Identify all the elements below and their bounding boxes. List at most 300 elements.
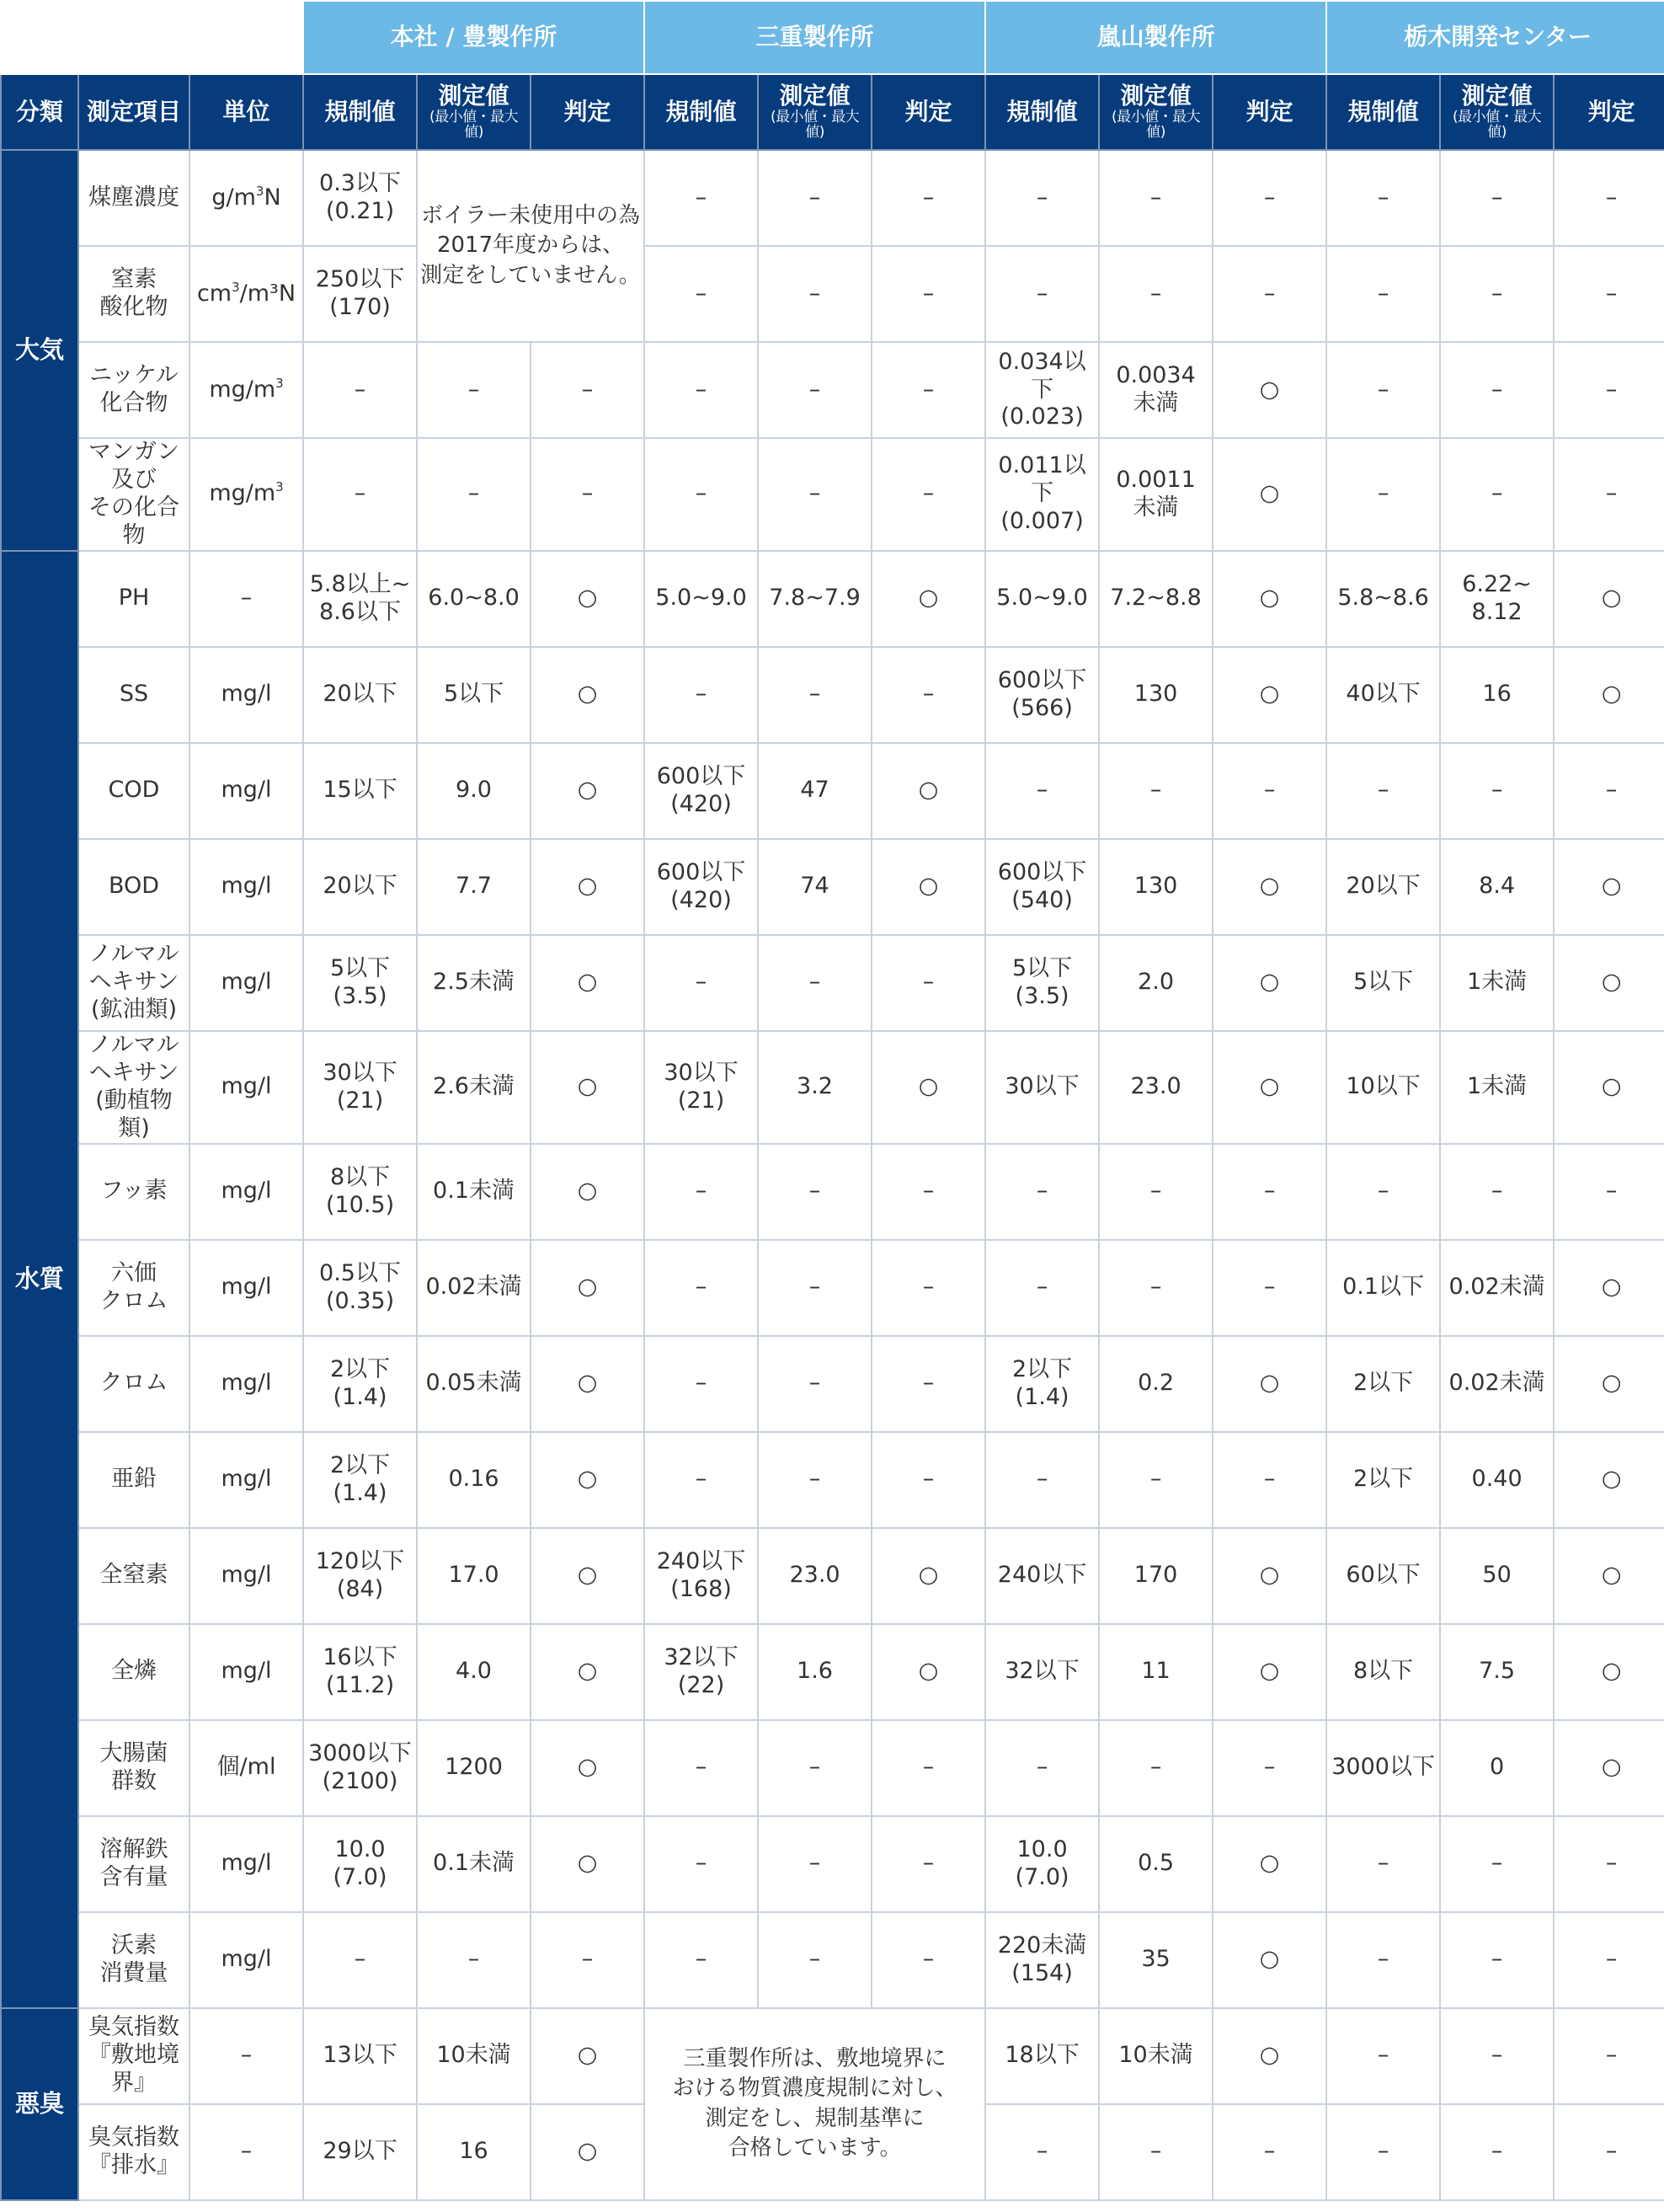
table-row [1,1432,1664,1528]
judgement-value: ○ [1554,1031,1664,1144]
measured-value: – [758,438,872,551]
measured-value: – [1099,1240,1213,1336]
measured-value: – [1440,150,1554,246]
category-odor: 悪臭 [1,2008,78,2200]
measured-label: 測定値 [1461,81,1533,110]
regulation-value: – [1326,342,1440,438]
judgement-value: ○ [872,1031,985,1144]
regulation-value: – [1326,150,1440,246]
regulation-value: 30以下 [985,1031,1099,1144]
measured-value: – [1099,1720,1213,1816]
regulation-value: – [985,246,1099,342]
measured-value: 0.5 [1099,1816,1213,1912]
unit-cell: mg/l [189,1528,303,1624]
judgement-value: – [872,150,985,246]
regulation-value: – [644,1240,758,1336]
regulation-value: 3000以下 (2100) [303,1720,417,1816]
table-row [1,1240,1664,1336]
measured-value: 1未満 [1440,1031,1554,1144]
regulation-value: 10.0 (7.0) [985,1816,1099,1912]
judgement-value: – [1554,743,1664,839]
measured-sublabel: (最小値・最大値) [1111,108,1201,142]
col-header-unit: 単位 [189,74,303,150]
measured-value: 16 [417,2104,531,2200]
table-row [1,1336,1664,1432]
measured-value: – [758,342,872,438]
col-header-measured [417,74,531,150]
measured-value: – [758,1336,872,1432]
measured-value: 2.0 [1099,935,1213,1031]
judgement-value: – [872,1144,985,1240]
judgement-value: – [1554,342,1664,438]
judgement-value: ○ [1554,1720,1664,1816]
site-header-row [1,1,1664,74]
measured-value: 0.0034 未満 [1099,342,1213,438]
regulation-value: 5.0~9.0 [985,551,1099,647]
judgement-value: – [1213,743,1326,839]
regulation-value: – [985,150,1099,246]
regulation-value: 29以下 [303,2104,417,2200]
regulation-value: – [644,1144,758,1240]
measured-value: 50 [1440,1528,1554,1624]
regulation-value: 2以下 [1326,1432,1440,1528]
site-header-honsha: 本社 / 豊製作所 [303,1,644,74]
judgement-value: – [1554,1816,1664,1912]
regulation-value: – [303,438,417,551]
regulation-value: 600以下 (420) [644,743,758,839]
measured-value: – [1099,2104,1213,2200]
col-header-category: 分類 [1,74,78,150]
measured-label: 測定値 [779,81,851,110]
judgement-value: – [1554,150,1664,246]
measured-value: 8.4 [1440,839,1554,935]
unit-cell: mg/l [189,743,303,839]
item-name: マンガン 及び その化合物 [78,438,189,551]
judgement-value: ○ [531,2104,644,2200]
column-header-row [1,74,1664,150]
measured-value: – [1099,246,1213,342]
regulation-value: 2以下 (1.4) [303,1336,417,1432]
judgement-value: ○ [1213,1528,1326,1624]
measured-value: – [758,1912,872,2008]
judgement-value: ○ [531,2008,644,2104]
unit-cell: – [189,551,303,647]
table-row [1,150,1664,246]
judgement-value: ○ [1213,1336,1326,1432]
judgement-value: ○ [1213,1624,1326,1720]
regulation-value: 240以下 (168) [644,1528,758,1624]
regulation-value: 5以下 (3.5) [985,935,1099,1031]
item-name: BOD [78,839,189,935]
item-name: 全燐 [78,1624,189,1720]
table-row [1,839,1664,935]
unit-cell: – [189,2104,303,2200]
measured-value: 3.2 [758,1031,872,1144]
measured-value: 5以下 [417,647,531,743]
judgement-value: ○ [1554,1336,1664,1432]
unit-cell: mg/l [189,1816,303,1912]
measured-value: – [758,647,872,743]
measured-sublabel: (最小値・最大値) [429,108,519,142]
judgement-value: ○ [1213,2008,1326,2104]
judgement-value: ○ [1554,1624,1664,1720]
measured-value: 35 [1099,1912,1213,2008]
measured-value: – [1440,1912,1554,2008]
measured-value: 0.05未満 [417,1336,531,1432]
regulation-value: 0.5以下 (0.35) [303,1240,417,1336]
regulation-value: – [644,1816,758,1912]
table-row [1,743,1664,839]
judgement-value: – [1554,246,1664,342]
judgement-value: ○ [1213,551,1326,647]
measured-value: – [1440,743,1554,839]
regulation-value: 0.011以下 (0.007) [985,438,1099,551]
judgement-value: ○ [1213,1031,1326,1144]
regulation-value: 5.8以上~ 8.6以下 [303,551,417,647]
regulation-value: – [1326,1144,1440,1240]
unit-cell: mg/l [189,839,303,935]
item-name: 大腸菌 群数 [78,1720,189,1816]
table-row [1,438,1664,551]
measured-value: 10未満 [1099,2008,1213,2104]
judgement-value: ○ [531,1432,644,1528]
measured-value: – [758,150,872,246]
measured-value: 7.7 [417,839,531,935]
unit-cell: mg/l [189,1624,303,1720]
table-row [1,551,1664,647]
judgement-value: ○ [1554,1528,1664,1624]
measured-sublabel: (最小値・最大値) [770,108,860,142]
regulation-value: 0.034以下 (0.023) [985,342,1099,438]
item-name: ノルマル ヘキサン (鉱油類) [78,935,189,1031]
judgement-value: – [872,342,985,438]
measured-value: – [1099,1144,1213,1240]
col-header-regulation: 規制値 [303,74,417,150]
judgement-value: – [872,1912,985,2008]
judgement-value: – [872,1336,985,1432]
measured-value: 2.6未満 [417,1031,531,1144]
judgement-value: – [872,438,985,551]
judgement-value: ○ [1213,342,1326,438]
col-header-regulation: 規制値 [644,74,758,150]
measured-value: – [1440,438,1554,551]
regulation-value: – [303,1912,417,2008]
item-name: 亜鉛 [78,1432,189,1528]
measured-value: 0.1未満 [417,1144,531,1240]
judgement-value: ○ [1554,935,1664,1031]
judgement-value: – [1213,1240,1326,1336]
regulation-value: – [644,1336,758,1432]
table-row [1,1912,1664,2008]
regulation-value: – [644,150,758,246]
col-header-measured [1440,74,1554,150]
regulation-value: 15以下 [303,743,417,839]
regulation-value: – [985,2104,1099,2200]
regulation-value: – [303,342,417,438]
judgement-value: ○ [872,743,985,839]
measured-value: 0.16 [417,1432,531,1528]
regulation-value: – [644,438,758,551]
measured-value: – [758,1144,872,1240]
judgement-value: ○ [531,1816,644,1912]
unit-cell: mg/l [189,1912,303,2008]
measured-value: – [758,935,872,1031]
measured-value: – [758,246,872,342]
judgement-value: – [872,647,985,743]
table-row [1,1720,1664,1816]
judgement-value: – [1213,1432,1326,1528]
measured-value: – [417,438,531,551]
judgement-value: – [1554,2104,1664,2200]
regulation-value: – [1326,1816,1440,1912]
measured-value: – [1099,743,1213,839]
table-row [1,1031,1664,1144]
regulation-value: 5以下 [1326,935,1440,1031]
item-name: 窒素 酸化物 [78,246,189,342]
col-header-judgement: 判定 [1554,74,1664,150]
regulation-value: 5以下 (3.5) [303,935,417,1031]
item-name: 六価 クロム [78,1240,189,1336]
regulation-value: 32以下 (22) [644,1624,758,1720]
site-header-tochigi: 栃木開発センター [1326,1,1664,74]
judgement-value: ○ [1554,839,1664,935]
measured-label: 測定値 [1120,81,1192,110]
measured-value: 7.8~7.9 [758,551,872,647]
judgement-value: ○ [1554,1240,1664,1336]
judgement-value: – [1554,438,1664,551]
measured-value: 0 [1440,1720,1554,1816]
unit-cell: mg/l [189,1336,303,1432]
judgement-value: ○ [531,1624,644,1720]
judgement-value: – [1213,1720,1326,1816]
regulation-value: 32以下 [985,1624,1099,1720]
regulation-value: – [1326,2104,1440,2200]
regulation-value: 0.1以下 [1326,1240,1440,1336]
item-name: 臭気指数 『排水』 [78,2104,189,2200]
judgement-value: – [1213,1144,1326,1240]
measured-value: 23.0 [1099,1031,1213,1144]
measured-value: – [1099,150,1213,246]
measured-value: 0.02未満 [1440,1336,1554,1432]
judgement-value: – [1213,2104,1326,2200]
unit-cell: mg/l [189,1240,303,1336]
boiler-note: ボイラー未使用中の為 2017年度からは、 測定をしていません。 [417,150,644,342]
judgement-value: ○ [872,839,985,935]
measured-value: 0.1未満 [417,1816,531,1912]
table-row [1,647,1664,743]
judgement-value: – [1554,2008,1664,2104]
measured-value: 7.2~8.8 [1099,551,1213,647]
measured-value: 74 [758,839,872,935]
regulation-value: 13以下 [303,2008,417,2104]
regulation-value: 2以下 (1.4) [303,1432,417,1528]
regulation-value: – [1326,1912,1440,2008]
measured-value: 47 [758,743,872,839]
item-name: クロム [78,1336,189,1432]
table-row [1,1528,1664,1624]
regulation-value: 250以下 (170) [303,246,417,342]
unit-cell: mg/l [189,647,303,743]
judgement-value: ○ [531,551,644,647]
judgement-value: ○ [872,1528,985,1624]
measured-value: 0.0011 未満 [1099,438,1213,551]
col-header-judgement: 判定 [872,74,985,150]
measured-value: – [758,1432,872,1528]
regulation-value: 120以下 (84) [303,1528,417,1624]
measured-sublabel: (最小値・最大値) [1453,108,1542,142]
measured-value: – [1440,246,1554,342]
unit-cell: $mg/m^3$ [189,438,303,551]
judgement-value: – [872,1432,985,1528]
measured-value: 17.0 [417,1528,531,1624]
item-name: SS [78,647,189,743]
regulation-value: 40以下 [1326,647,1440,743]
item-name: 全窒素 [78,1528,189,1624]
measured-value: – [758,1720,872,1816]
unit-cell: mg/l [189,935,303,1031]
judgement-value: – [872,246,985,342]
judgement-value: ○ [1554,647,1664,743]
item-name: 溶解鉄 含有量 [78,1816,189,1912]
unit-cell: $cm^3$/m³N [189,246,303,342]
regulation-value: 2以下 (1.4) [985,1336,1099,1432]
measured-value: – [758,1240,872,1336]
measured-value: 4.0 [417,1624,531,1720]
judgement-value: – [1213,150,1326,246]
regulation-value: 8以下 [1326,1624,1440,1720]
regulation-value: 18以下 [985,2008,1099,2104]
judgement-value: – [1554,1912,1664,2008]
item-name: 煤塵濃度 [78,150,189,246]
col-header-regulation: 規制値 [1326,74,1440,150]
regulation-value: 0.3以下 (0.21) [303,150,417,246]
judgement-value: – [1213,246,1326,342]
category-air: 大気 [1,150,78,551]
regulation-value: 30以下 (21) [644,1031,758,1144]
regulation-value: 240以下 [985,1528,1099,1624]
regulation-value: 5.0~9.0 [644,551,758,647]
unit-cell: mg/l [189,1432,303,1528]
measured-value: 7.5 [1440,1624,1554,1720]
unit-cell: 個/ml [189,1720,303,1816]
item-name: ニッケル 化合物 [78,342,189,438]
site-header-mie: 三重製作所 [644,1,985,74]
judgement-value: ○ [531,839,644,935]
regulation-value: – [985,743,1099,839]
col-header-regulation: 規制値 [985,74,1099,150]
judgement-value: – [872,1720,985,1816]
regulation-value: 10以下 [1326,1031,1440,1144]
regulation-value: – [1326,2008,1440,2104]
judgement-value: ○ [531,1144,644,1240]
corner-blank [1,1,303,74]
measured-value: – [1440,1144,1554,1240]
measured-value: 11 [1099,1624,1213,1720]
measured-value: 23.0 [758,1528,872,1624]
judgement-value: – [531,342,644,438]
mie-odor-note: 三重製作所は、敷地境界に おける物質濃度規制に対し、 測定をし、規制基準に 合格しています。 [644,2008,985,2200]
measured-value: 6.0~8.0 [417,551,531,647]
judgement-value: ○ [872,1624,985,1720]
measured-value: 0.02未満 [417,1240,531,1336]
measured-value: 1未満 [1440,935,1554,1031]
measured-value: 16 [1440,647,1554,743]
judgement-value: – [1554,1144,1664,1240]
unit-cell: mg/l [189,1144,303,1240]
judgement-value: ○ [531,1240,644,1336]
regulation-value: 5.8~8.6 [1326,551,1440,647]
regulation-value: 3000以下 [1326,1720,1440,1816]
measured-value: 170 [1099,1528,1213,1624]
measured-value: – [1099,1432,1213,1528]
item-name: PH [78,551,189,647]
measured-value: 130 [1099,647,1213,743]
unit-cell: – [189,2008,303,2104]
item-name: 臭気指数 『敷地境界』 [78,2008,189,2104]
regulation-value: – [644,647,758,743]
measured-value: 0.40 [1440,1432,1554,1528]
judgement-value: ○ [531,1528,644,1624]
measured-value: – [1440,2008,1554,2104]
judgement-value: – [872,1240,985,1336]
judgement-value: ○ [531,647,644,743]
measured-value: – [1440,1816,1554,1912]
judgement-value: ○ [1213,647,1326,743]
regulation-value: – [985,1240,1099,1336]
table-row [1,1816,1664,1912]
regulation-value: – [644,1432,758,1528]
item-name: ノルマル ヘキサン (動植物類) [78,1031,189,1144]
regulation-value: – [985,1144,1099,1240]
regulation-value: 8以下 (10.5) [303,1144,417,1240]
regulation-value: – [985,1432,1099,1528]
regulation-value: – [644,1720,758,1816]
table-row [1,246,1664,342]
unit-cell: $mg/m^3$ [189,342,303,438]
measured-value: – [417,342,531,438]
measured-value: 2.5未満 [417,935,531,1031]
regulation-value: 10.0 (7.0) [303,1816,417,1912]
judgement-value: ○ [872,551,985,647]
table-row [1,1144,1664,1240]
measured-value: 0.02未満 [1440,1240,1554,1336]
col-header-judgement: 判定 [531,74,644,150]
category-water: 水質 [1,551,78,2008]
col-header-measured [1099,74,1213,150]
measured-value: 0.2 [1099,1336,1213,1432]
judgement-value: ○ [1554,551,1664,647]
regulation-value: 20以下 [1326,839,1440,935]
table-row [1,2008,1664,2104]
judgement-value: ○ [531,743,644,839]
measured-value: – [758,1816,872,1912]
unit-cell: mg/l [189,1031,303,1144]
measured-value: – [1440,2104,1554,2200]
judgement-value: – [531,1912,644,2008]
regulation-value: 60以下 [1326,1528,1440,1624]
judgement-value: – [872,935,985,1031]
regulation-value: – [644,935,758,1031]
judgement-value: ○ [1213,1912,1326,2008]
unit-cell: $g/m^3N$ [189,150,303,246]
judgement-value: ○ [1554,1432,1664,1528]
judgement-value: ○ [531,1336,644,1432]
col-header-item: 測定項目 [78,74,189,150]
regulation-value: 20以下 [303,647,417,743]
judgement-value: ○ [1213,438,1326,551]
regulation-value: – [1326,246,1440,342]
item-name: 沃素 消費量 [78,1912,189,2008]
